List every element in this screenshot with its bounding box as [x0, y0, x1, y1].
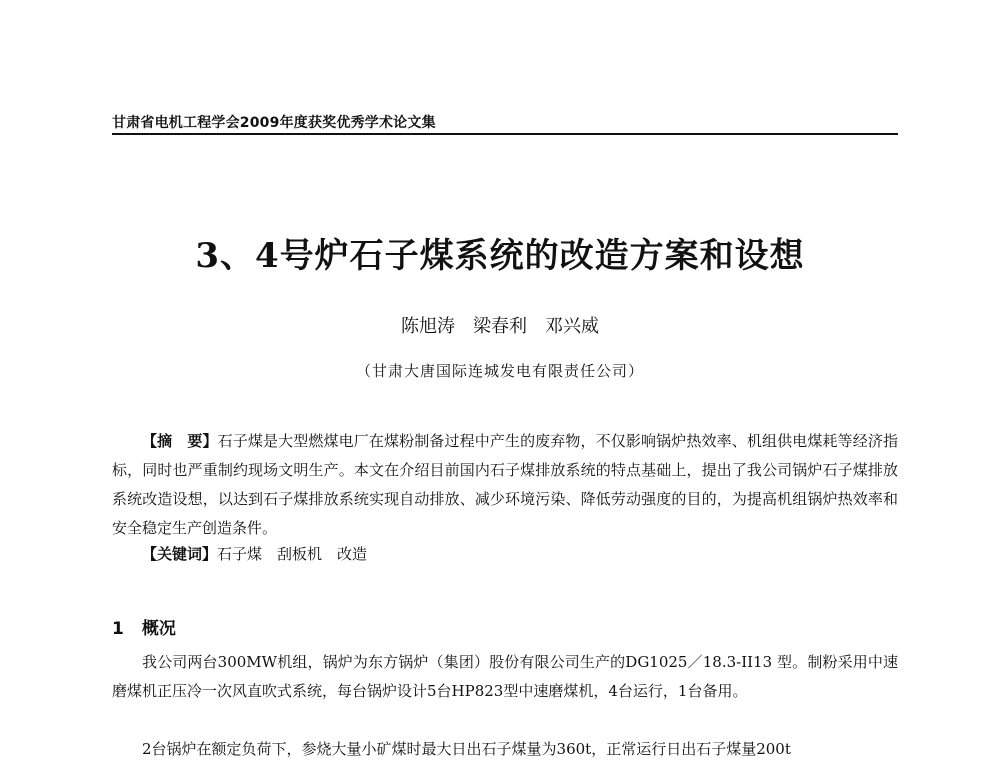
keywords-text: 石子煤 刮板机 改造	[217, 545, 368, 563]
section-heading	[112, 614, 176, 639]
keywords	[142, 543, 367, 564]
section-title: 概况	[141, 619, 176, 639]
body-paragraph: 我公司两台300MW机组，锅炉为东方锅炉（集团）股份有限公司生产的DG1025／18.3-II13 型。制粉采用中速磨煤机正压冷一次风直吹式系统，每台锅炉设计5台HP823型中速磨煤机，4台运行，1台备用。	[112, 653, 898, 700]
running-header: 甘肃省电机工程学会2009年度获奖优秀学术论文集	[112, 115, 436, 131]
keywords-label: 【关键词】	[142, 545, 218, 563]
body-paragraph: 2台锅炉在额定负荷下，参烧大量小矿煤时最大日出石子煤量为360t，正常运行日出石子煤量200t	[142, 740, 791, 758]
authors: 陈旭涛 梁春利 邓兴威	[401, 316, 599, 337]
abstract	[112, 427, 898, 543]
paper-title: 3、4号炉石子煤系统的改造方案和设想	[195, 236, 805, 276]
abstract-text: 石子煤是大型燃煤电厂在煤粉制备过程中产生的废弃物，不仅影响锅炉热效率、机组供电煤耗等经济指标，同时也严重制约现场文明生产。本文在介绍目前国内石子煤排放系统的特点基础上，提出了我公司锅炉石子煤排放系统改造设想，以达到石子煤排放系统实现自动排放、减少环境污染、降低劳动强度的目的，为提高机组锅炉热效率和安全稳定生产创造条件。	[112, 432, 898, 537]
section-number: 1	[112, 619, 124, 639]
header-rule	[112, 133, 898, 135]
affiliation: （甘肃大唐国际连城发电有限责任公司）	[355, 362, 644, 380]
abstract-label: 【摘 要】	[142, 432, 218, 450]
